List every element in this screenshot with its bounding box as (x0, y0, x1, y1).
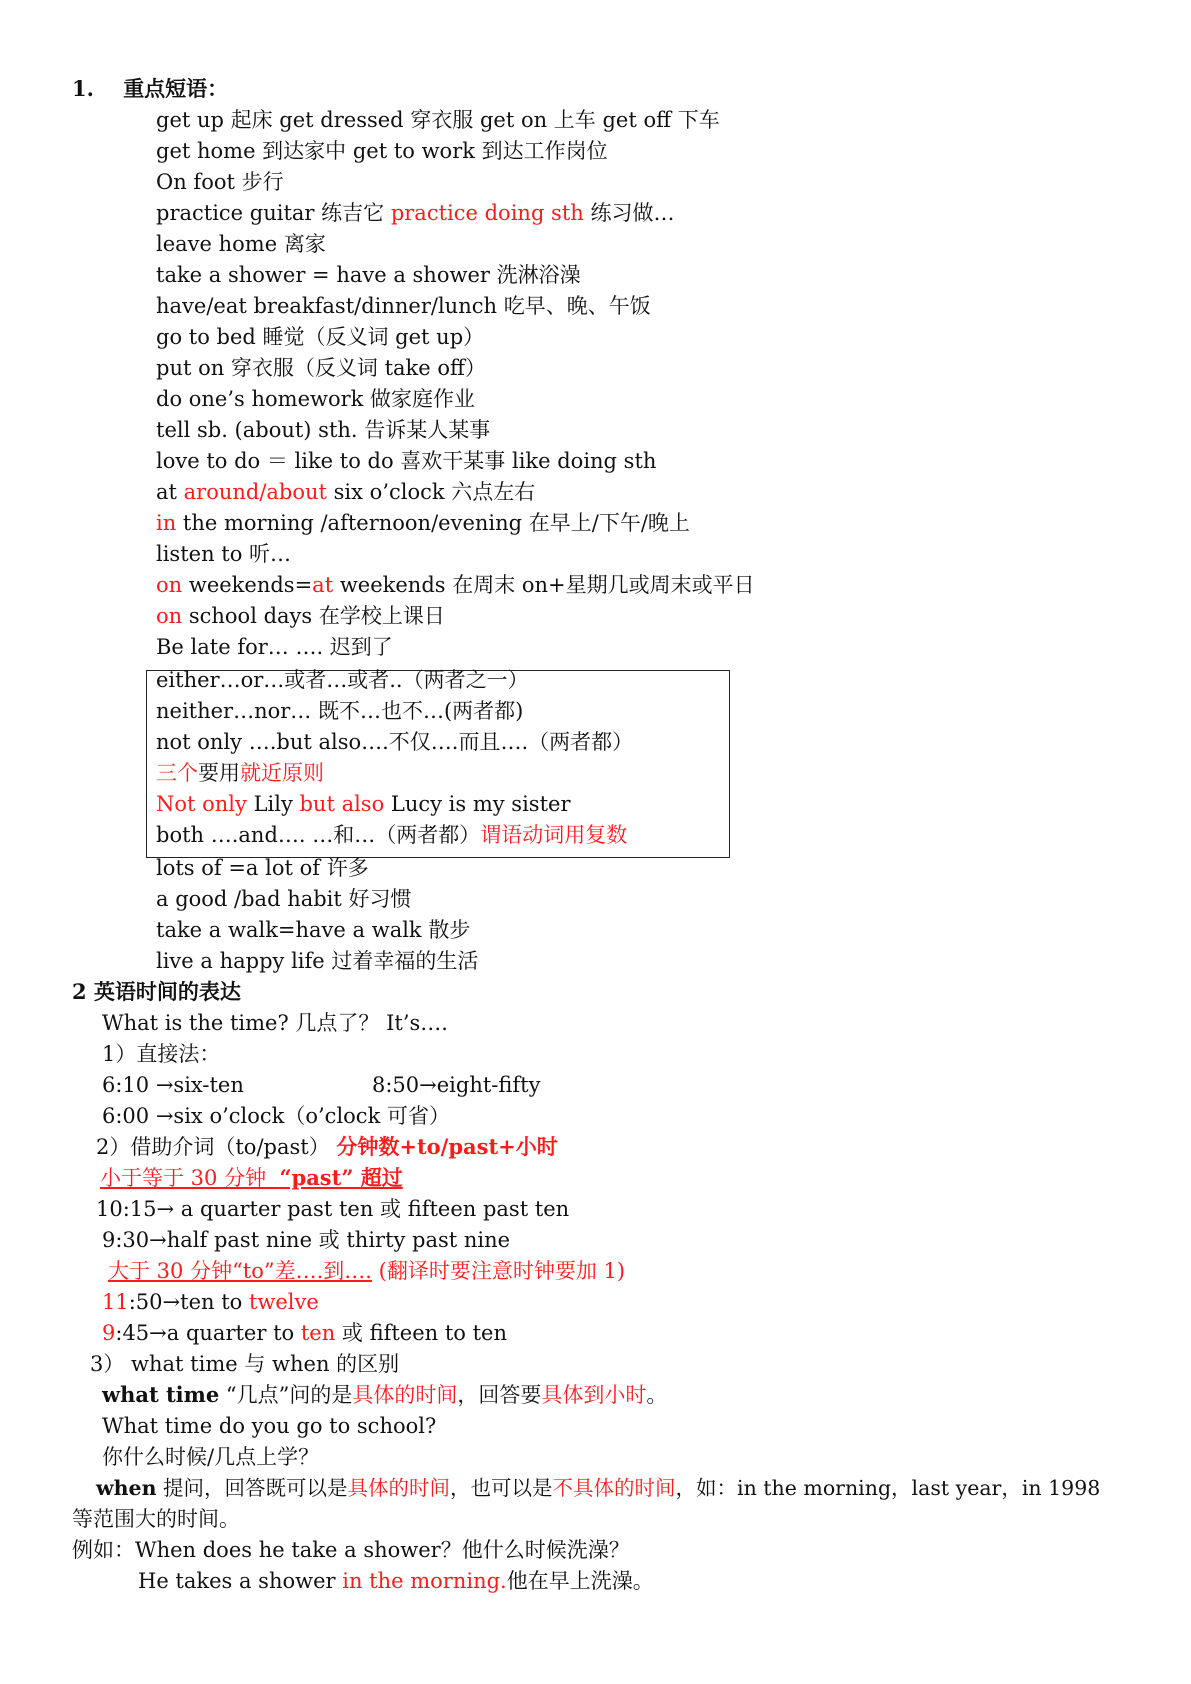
phrase-line (156, 200, 674, 226)
phrase-text: school days 在学校上课日 (182, 604, 445, 628)
phrase-text: weekends 在周末 on+星期几或周末或平日 (333, 573, 755, 597)
rule-highlight: 就近原则 (240, 761, 324, 785)
text: ，回答要 (457, 1383, 542, 1407)
box-line (156, 760, 324, 786)
phrase-line: get up 起床 get dressed 穿衣服 get on 上车 get off 下车 (156, 108, 720, 132)
example-highlight: but also (299, 792, 385, 816)
phrase-highlight: at (312, 573, 334, 597)
phrase-highlight: in (156, 511, 177, 535)
phrase-line: do one’s homework 做家庭作业 (156, 387, 476, 411)
example-text: Lucy is my sister (384, 792, 571, 816)
example-text: Lily (246, 792, 300, 816)
phrase-highlight: practice doing sth (390, 201, 584, 225)
text: ，也可以是 (450, 1476, 553, 1500)
hour-highlight: 9 (102, 1321, 116, 1345)
time-example (102, 1320, 507, 1346)
phrase-highlight: around/about (183, 480, 327, 504)
time-example: 6:00 →six o’clock（o’clock 可省） (102, 1104, 450, 1128)
rule-highlight: 谓语动词用复数 (480, 823, 628, 847)
phrase-line (156, 603, 445, 629)
phrase-line: tell sb. (about) sth. 告诉某人某事 (156, 418, 491, 442)
box-line: not only ….but also….不仅….而且….（两者都） (156, 730, 634, 754)
time-text: :50→ten to (128, 1290, 249, 1314)
text: ，如：in the morning，last year，in 1998 (675, 1476, 1101, 1500)
phrase-line: put on 穿衣服（反义词 take off） (156, 356, 486, 380)
box-line (156, 791, 570, 817)
method-heading: 1）直接法： (102, 1042, 221, 1066)
phrase-line: leave home 离家 (156, 232, 326, 256)
text: 。 (646, 1383, 668, 1407)
box-line: either…or…或者…或者..（两者之一） (156, 668, 529, 692)
keyword: what time (102, 1382, 220, 1407)
phrase-line: have/eat breakfast/dinner/lunch 吃早、晚、午饭 (156, 294, 651, 318)
when-explanation-cont: 等范围大的时间。 (72, 1507, 240, 1531)
phrase-line: On foot 步行 (156, 170, 284, 194)
when-explanation (96, 1475, 1100, 1501)
phrase-line: take a walk=have a walk 散步 (156, 918, 471, 942)
phrase-text: weekends= (182, 573, 313, 597)
keyword: when (96, 1476, 157, 1500)
highlight: in the morning. (342, 1569, 507, 1593)
rule-text: 30 分钟 (184, 1166, 267, 1190)
rule-highlight: 三个 (156, 761, 198, 785)
hour-highlight: 11 (102, 1290, 129, 1314)
highlight: 不具体的时间 (552, 1476, 676, 1500)
hour-highlight: ten (300, 1321, 336, 1345)
highlight: 具体的时间 (352, 1383, 458, 1407)
example-answer (138, 1568, 654, 1594)
phrase-highlight: on (156, 604, 183, 628)
rule-text: 要用 (198, 761, 240, 785)
section1-title: 重点短语： (123, 76, 229, 101)
section1-heading (72, 76, 228, 102)
phrase-text: the morning /afternoon/evening 在早上/下午/晚上 (176, 511, 690, 535)
method-heading (96, 1134, 558, 1160)
text: 提问，回答既可以是 (156, 1476, 348, 1500)
phrase-line: live a happy life 过着幸福的生活 (156, 949, 479, 973)
box-line (156, 822, 627, 848)
time-text: :45→a quarter to (115, 1321, 301, 1345)
highlight: 具体到小时 (541, 1383, 647, 1407)
phrase-text: 练习做… (583, 201, 675, 225)
rule-note: (翻译时要注意时钟要加 1) (371, 1259, 626, 1283)
box-line: neither…nor… 既不…也不…(两者都) (156, 699, 524, 723)
time-text: 或 fifteen to ten (335, 1321, 508, 1345)
hour-highlight: twelve (248, 1290, 319, 1314)
phrase-line (156, 510, 690, 536)
highlight: 具体的时间 (347, 1476, 451, 1500)
time-example: 10:15→ a quarter past ten 或 fifteen past ten (96, 1197, 570, 1221)
section2-heading: 2 英语时间的表达 (72, 979, 241, 1004)
phrase-line (156, 572, 755, 598)
time-example: 6:10 →six-ten (102, 1073, 244, 1097)
what-time-explanation (102, 1382, 667, 1408)
time-example (102, 1289, 319, 1315)
time-example: 8:50→eight-fifty (372, 1073, 541, 1097)
phrase-line: go to bed 睡觉（反义词 get up） (156, 325, 485, 349)
phrase-line: lots of =a lot of 许多 (156, 856, 369, 880)
rule-text: 大于 30 分钟“to”差….到…. (108, 1259, 372, 1283)
example-line: 例如：When does he take a shower？他什么时候洗澡？ (72, 1538, 630, 1562)
rule-line (108, 1258, 625, 1284)
rule-keyword: “past” 超过 (279, 1165, 403, 1190)
example-highlight: Not only (156, 792, 247, 816)
text: 他在早上洗澡。 (506, 1569, 654, 1593)
method-text: 2）借助介词（to/past） (96, 1135, 337, 1159)
method-heading: 3） what time 与 when 的区别 (90, 1352, 400, 1376)
phrase-line: take a shower = have a shower 洗淋浴澡 (156, 263, 581, 287)
phrase-text: practice guitar 练吉它 (156, 201, 391, 225)
phrase-line: listen to 听… (156, 542, 292, 566)
example-translation: 你什么时候/几点上学？ (102, 1445, 320, 1469)
time-example: 9:30→half past nine 或 thirty past nine (102, 1228, 511, 1252)
phrase-line: Be late for… …. 迟到了 (156, 635, 393, 659)
phrase-text: six o’clock 六点左右 (326, 480, 536, 504)
rule-text: 小于等于 (100, 1166, 184, 1190)
text: He takes a shower (138, 1569, 343, 1593)
time-question: What is the time? 几点了？ It’s…. (102, 1011, 448, 1035)
rule-text: both ….and…. …和…（两者都） (156, 823, 481, 847)
phrase-line: love to do ＝ like to do 喜欢干某事 like doing sth (156, 449, 657, 473)
phrase-line: get home 到达家中 get to work 到达工作岗位 (156, 139, 608, 163)
method-formula: 分钟数+to/past+小时 (336, 1134, 558, 1159)
example-question: What time do you go to school? (102, 1414, 437, 1438)
phrase-line (156, 479, 535, 505)
phrase-text: at (156, 480, 184, 504)
rule-line (100, 1165, 403, 1191)
phrase-line: a good /bad habit 好习惯 (156, 887, 412, 911)
phrase-highlight: on (156, 573, 183, 597)
text: “几点”问的是 (219, 1383, 353, 1407)
section1-number: 1. (72, 76, 94, 101)
